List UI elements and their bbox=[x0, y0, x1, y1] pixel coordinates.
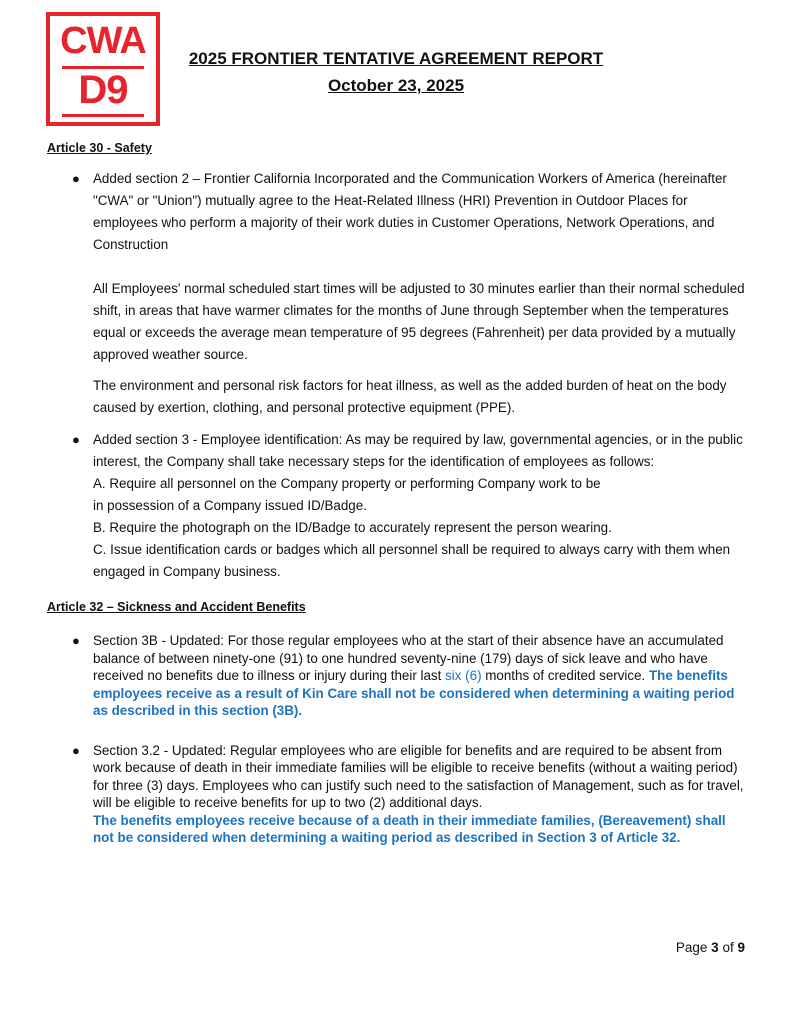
list-item bbox=[47, 742, 747, 847]
article-32-section-3b-added-text: The benefits employees receive as a result of Kin Care shall not be considered when determining a waiting period as described in this section (3B). bbox=[93, 668, 735, 718]
article-32-section bbox=[47, 596, 747, 847]
bullet-icon: ● bbox=[72, 171, 80, 186]
article-30-section-3-line-c: C. Issue identification cards or badges which all personnel shall be required to always carry with them when engaged in Company business. bbox=[93, 542, 731, 579]
list-item bbox=[47, 429, 747, 583]
list-item bbox=[47, 632, 747, 720]
article-30-section-2-risk-factors: The environment and personal risk factors for heat illness, as well as the added burden of heat on the body caused by exertion, clothing, and personal protective equipment (PPE). bbox=[93, 378, 727, 415]
article-30-section-3-line-a1: A. Require all personnel on the Company property or performing Company work to be bbox=[93, 476, 601, 491]
bullet-icon: ● bbox=[72, 432, 80, 447]
article-32-section-3b-text: Section 3B - Updated: For those regular employees who at the start of their absence have an accumulated balance of between ninety-one (91) to one hundred seventy-nine (179) days of sick leave and who have received no benefits due to illness or injury during their last six (6) months of credited service. The benefits employees receive as a result of Kin Care shall not be considered when determining a waiting period as described in this section (3B). bbox=[93, 633, 735, 718]
article-32-section-3-2-text: Section 3.2 - Updated: Regular employees who are eligible for benefits and are required to be absent from work because of death in their immediate families will be eligible to receive benefits (without a waiting period) for three (3) days. Employees who can justify such need to the satisfaction of Management, such as for travel, will be eligible to receive benefits for up to two (2) additional days. bbox=[93, 742, 744, 810]
article-30-section-3-text: Added section 3 - Employee identification: As may be required by law, governmental agencies, or in the public interest, the Company shall take necessary steps for the identification of employees as follows: bbox=[93, 432, 743, 469]
article-30-section-3-line-b: B. Require the photograph on the ID/Badge to accurately represent the person wearing. bbox=[93, 520, 612, 535]
article-30-section-2-text: Added section 2 – Frontier California Incorporated and the Communication Workers of America (hereinafter "CWA" or "Union") mutually agree to the Heat-Related Illness (HRI) Prevention in Outdoor Places for employees who perform a majority of their work duties in Customer Operations, Network Operations, and Construction bbox=[93, 171, 727, 252]
page-number: Page 3 of 9 bbox=[675, 940, 745, 955]
logo-text-d9: D9 bbox=[78, 68, 128, 112]
article-30-section-2-start-times: All Employees' normal scheduled start times will be adjusted to 30 minutes earlier than their normal scheduled shift, in areas that have warmer climates for the months of June through September when the temperatures equal or exceeds the average mean temperature of 95 degrees (Fahrenheit) per data provided by a mutually approved weather source. bbox=[93, 281, 745, 362]
article-30-section-3-line-a2: in possession of a Company issued ID/Badge. bbox=[93, 498, 367, 513]
article-32-heading: Article 32 – Sickness and Accident Benefits bbox=[47, 600, 306, 614]
article-30-heading: Article 30 - Safety bbox=[47, 141, 152, 155]
article-30-section bbox=[47, 137, 747, 583]
logo-underline bbox=[62, 114, 144, 117]
bullet-icon: ● bbox=[72, 633, 80, 648]
report-date: October 23, 2025 bbox=[327, 76, 465, 95]
report-title: 2025 FRONTIER TENTATIVE AGREEMENT REPORT bbox=[188, 49, 604, 68]
bullet-icon: ● bbox=[72, 742, 80, 758]
cwa-d9-logo bbox=[46, 12, 160, 126]
list-item bbox=[47, 168, 747, 419]
article-32-section-3-2-added-text: The benefits employees receive because of a death in their immediate families, (Bereavement) shall not be considered when determining a waiting period as described in Section 3 of Article 32. bbox=[93, 812, 726, 845]
logo-text-cwa: CWA bbox=[60, 20, 146, 62]
highlight-six-months: six (6) bbox=[445, 668, 482, 683]
